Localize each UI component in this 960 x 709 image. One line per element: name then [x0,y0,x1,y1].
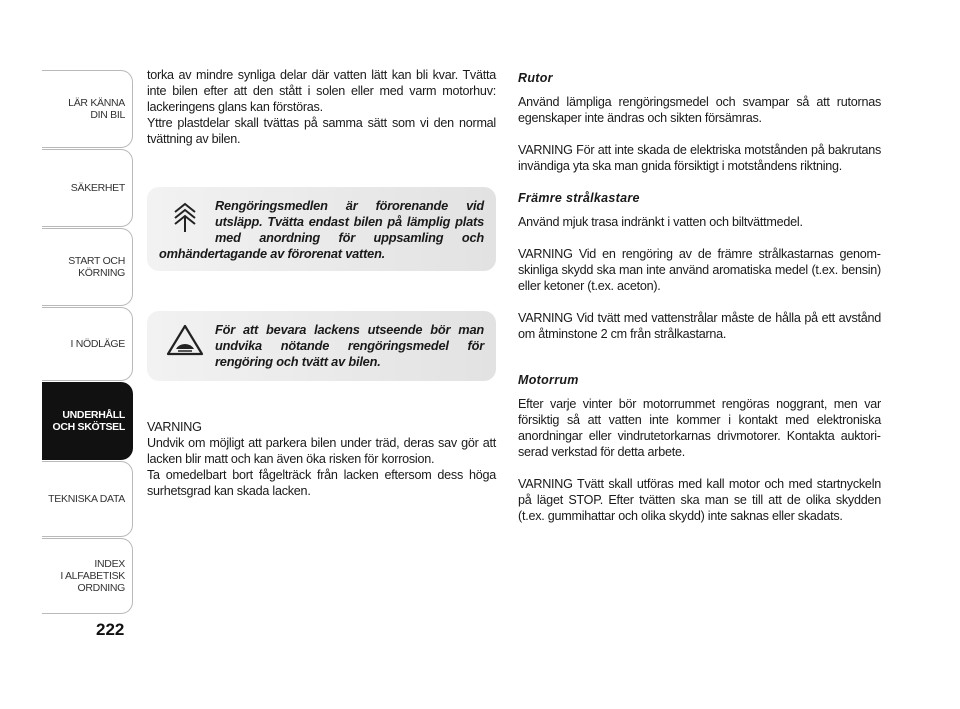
tab-label-line: OCH SKÖTSEL [52,421,125,433]
tab-label-line: I NÖDLÄGE [70,338,125,350]
plastic-paragraph: Yttre plastdelar skall tvättas på samma sätt som vi den normal tvättning av bilen. [147,116,496,146]
tab-sakerhet[interactable] [42,149,133,227]
intro-paragraph: torka av mindre synliga delar där vatten lätt kan bli kvar. Tvätta inte bilen efter att den stått i solen eller med varm motorhuv: lackeringens glans kan förstöras. [147,68,496,114]
tab-index[interactable] [42,538,133,614]
tab-tekniska-data[interactable] [42,461,133,537]
heading-engine: Motorrum [518,373,579,387]
warning-label: VARNING [147,420,202,434]
environment-notice-text: Rengöringsmedlen är förorenande vid utsläpp. Tvätta endast bilen på lämplig plats med anordning för uppsamling och omhändertagande av förorenat vatten. [159,198,484,261]
tab-label-line: ORDNING [77,582,125,594]
tab-label-line: SÄKERHET [70,182,125,194]
tab-underhall-och-skotsel[interactable] [42,382,133,460]
engine-warning: VARNING Tvätt skall utföras med kall motor och med startnyckeln på läget STOP. Efter tvätten ska man se till att de olika skydden (t.ex. gummihattar och olika skydd) inte saknas eller skadats. [518,477,881,523]
left-column [147,67,496,147]
engine-paragraph: Efter varje vinter bör motorrummet rengöras noggrant, men var försiktig så att vatten inte kommer i kontakt med elektroniska anordningar eller vindrutetorkarnas drivmotorer. Kontakta auktoriserad verkstad för detta arbete. [518,397,881,459]
tab-label-line: I ALFABETISK [60,570,125,582]
tab-label-line: DIN BIL [90,109,125,121]
tab-label-line: INDEX [94,558,125,570]
headlights-warning-solvents: VARNING Vid en rengöring av de främre strålkastarnas genomskinliga skydd ska man inte använd aromatiska medel (t.ex. bensin) eller ketoner (t.ex. aceton). [518,247,881,293]
tab-label-line: START OCH [68,255,125,267]
windows-paragraph: Använd lämpliga rengöringsmedel och svampar så att rutornas egenskaper inte ändras och sikten försämras. [518,95,881,125]
headlights-paragraph: Använd mjuk trasa indränkt i vatten och biltvättmedel. [518,215,803,229]
tab-label-line: KÖRNING [78,267,125,279]
paint-care-notice-text: För att bevara lackens utseende bör man undvika nötande rengöringsmedel för rengöring och tvätt av bilen. [215,322,484,369]
heading-headlights: Främre strålkastare [518,191,640,205]
warning-trees-text: Undvik om möjligt att parkera bilen under träd, deras sav gör att lacken blir matt och kan även öka risken för korrosion. [147,436,496,466]
heading-windows: Rutor [518,71,553,85]
environment-notice [147,187,496,271]
tab-start-och-korning[interactable] [42,228,133,306]
tab-label-line: LÄR KÄNNA [68,97,125,109]
headlights-warning-water-jet: VARNING Vid tvätt med vattenstrålar måste de hålla på ett avstånd om åtminstone 2 cm från strålkastarna. [518,311,881,341]
tab-i-nodlage[interactable] [42,307,133,381]
environment-icon [165,198,205,234]
rear-defrost-warning: VARNING För att inte skada de elektriska motstånden på bakrutans invändiga yta ska man gnida försiktigt i motståndens riktning. [518,143,881,173]
tab-label-line: UNDERHÅLL [62,409,125,421]
page-number: 222 [96,620,125,639]
left-warnings [147,419,496,499]
right-column [518,70,881,524]
tab-label-line: TEKNISKA DATA [48,493,125,505]
warning-birds-text: Ta omedelbart bort fågelträck från lacken eftersom dess höga surhetsgrad kan skada lacken. [147,468,496,498]
paint-care-notice [147,311,496,381]
warning-triangle-icon [165,322,205,358]
tab-lar-kanna-din-bil[interactable] [42,70,133,148]
